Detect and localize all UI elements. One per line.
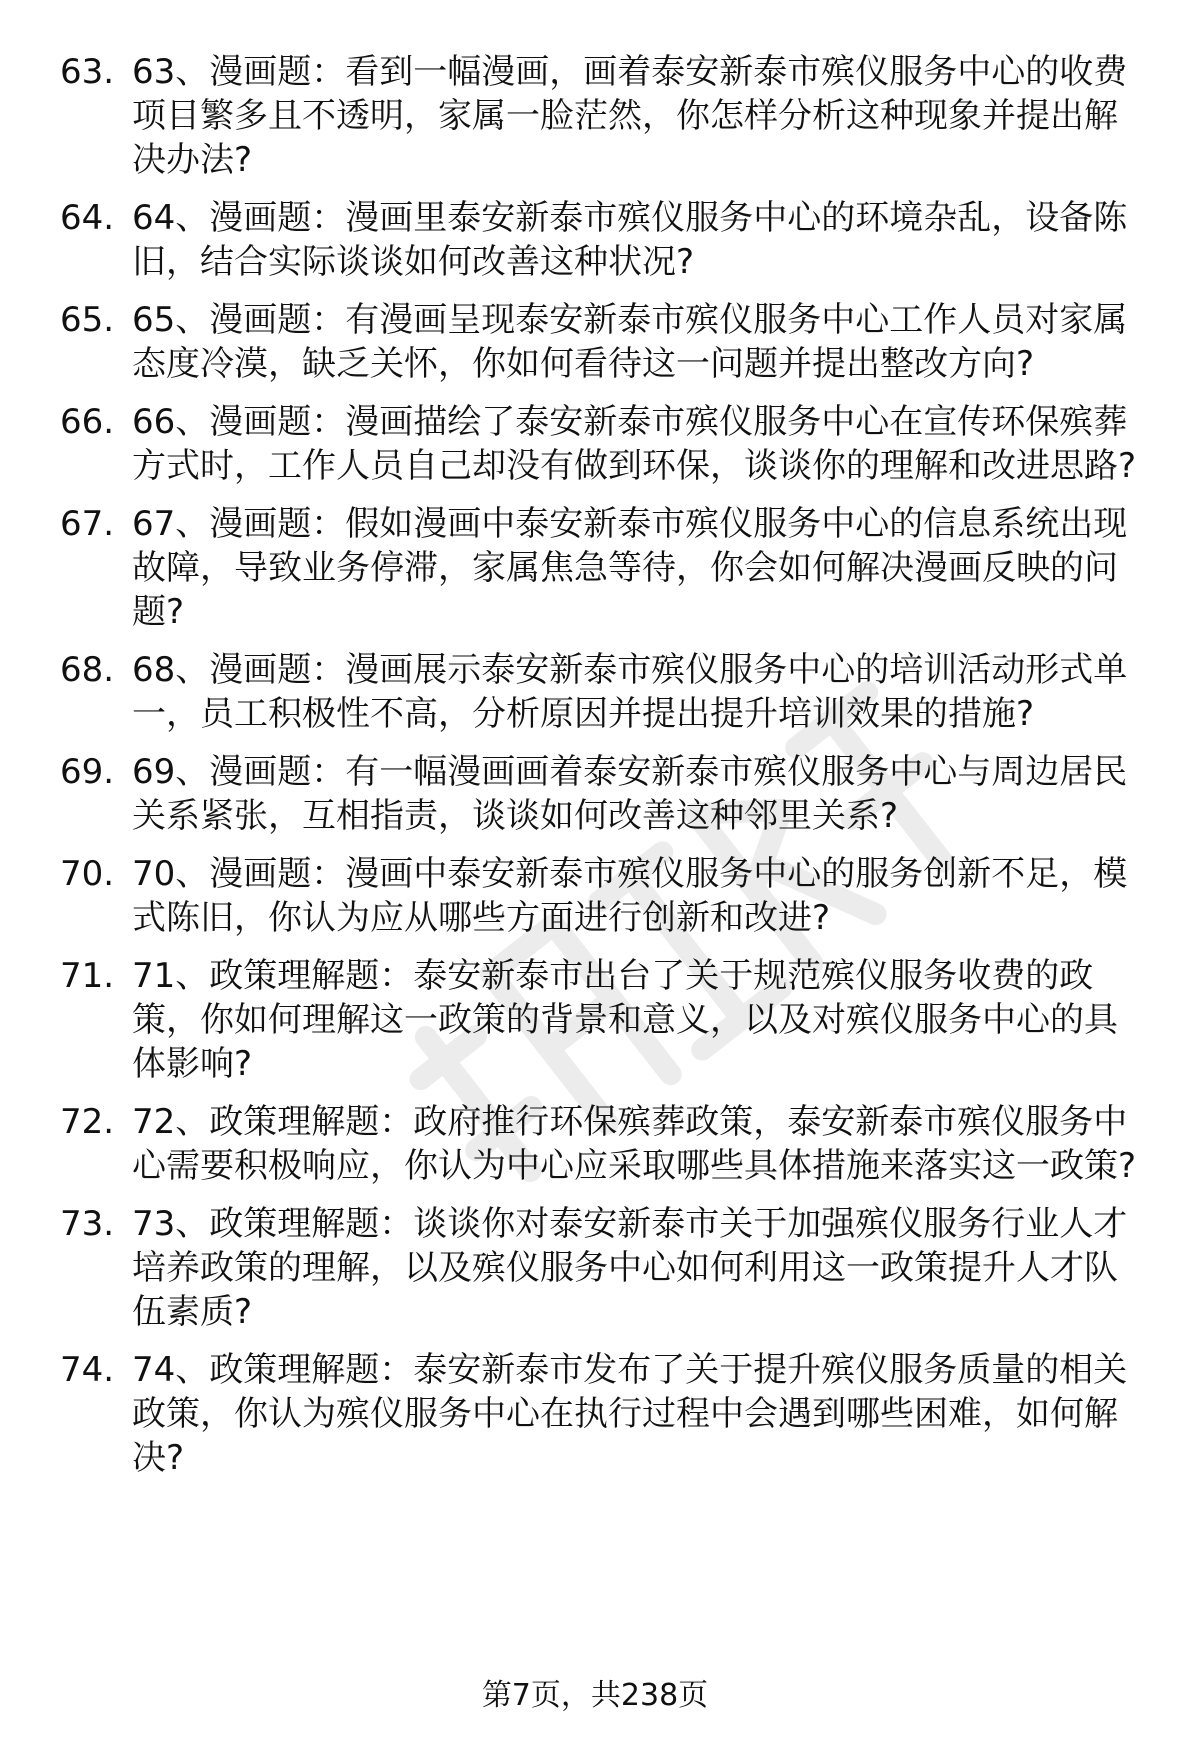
question-text: 66、漫画题：漫画描绘了泰安新泰市殡仪服务中心在宣传环保殡葬方式时，工作人员自己却没有做到环保，谈谈你的理解和改进思路? bbox=[132, 402, 1137, 486]
question-text: 65、漫画题：有漫画呈现泰安新泰市殡仪服务中心工作人员对家属态度冷漠，缺乏关怀，你如何看待这一问题并提出整改方向? bbox=[132, 300, 1128, 384]
question-item-64 bbox=[60, 196, 1150, 284]
question-text: 71、政策理解题：泰安新泰市出台了关于规范殡仪服务收费的政策，你如何理解这一政策的背景和意义，以及对殡仪服务中心的具体影响? bbox=[132, 956, 1118, 1084]
question-number: 67. bbox=[60, 504, 115, 544]
question-item-65 bbox=[60, 298, 1150, 386]
question-text: 72、政策理解题：政府推行环保殡葬政策，泰安新泰市殡仪服务中心需要积极响应，你认为中心应采取哪些具体措施来落实这一政策? bbox=[132, 1102, 1137, 1186]
question-number: 74. bbox=[60, 1350, 115, 1390]
question-number: 71. bbox=[60, 956, 115, 996]
question-item-71 bbox=[60, 954, 1150, 1086]
question-number: 69. bbox=[60, 752, 115, 792]
question-text: 64、漫画题：漫画里泰安新泰市殡仪服务中心的环境杂乱，设备陈旧，结合实际谈谈如何改善这种状况? bbox=[132, 198, 1128, 282]
question-text: 74、政策理解题：泰安新泰市发布了关于提升殡仪服务质量的相关政策，你认为殡仪服务中心在执行过程中会遇到哪些困难，如何解决? bbox=[132, 1350, 1128, 1478]
question-number: 65. bbox=[60, 300, 115, 340]
page-number-footer: 第7页，共238页 bbox=[481, 1678, 709, 1713]
question-number: 64. bbox=[60, 198, 115, 238]
question-item-74 bbox=[60, 1348, 1150, 1480]
question-item-69 bbox=[60, 750, 1150, 838]
question-text: 69、漫画题：有一幅漫画画着泰安新泰市殡仪服务中心与周边居民关系紧张，互相指责，谈谈如何改善这种邻里关系? bbox=[132, 752, 1128, 836]
question-number: 72. bbox=[60, 1102, 115, 1142]
question-number: 68. bbox=[60, 650, 115, 690]
question-number: 73. bbox=[60, 1204, 115, 1244]
question-item-73 bbox=[60, 1202, 1150, 1334]
question-text: 68、漫画题：漫画展示泰安新泰市殡仪服务中心的培训活动形式单一，员工积极性不高，分析原因并提出提升培训效果的措施? bbox=[132, 650, 1128, 734]
question-item-68 bbox=[60, 648, 1150, 736]
question-item-70 bbox=[60, 852, 1150, 940]
question-item-67 bbox=[60, 502, 1150, 634]
question-text: 73、政策理解题：谈谈你对泰安新泰市关于加强殡仪服务行业人才培养政策的理解，以及殡仪服务中心如何利用这一政策提升人才队伍素质? bbox=[132, 1204, 1128, 1332]
question-item-66 bbox=[60, 400, 1150, 488]
question-number: 63. bbox=[60, 52, 115, 92]
question-text: 67、漫画题：假如漫画中泰安新泰市殡仪服务中心的信息系统出现故障，导致业务停滞，家属焦急等待，你会如何解决漫画反映的问题? bbox=[132, 504, 1128, 632]
question-number: 66. bbox=[60, 402, 115, 442]
question-number: 70. bbox=[60, 854, 115, 894]
question-list bbox=[60, 50, 1150, 1494]
question-text: 70、漫画题：漫画中泰安新泰市殡仪服务中心的服务创新不足，模式陈旧，你认为应从哪些方面进行创新和改进? bbox=[132, 854, 1128, 938]
question-text: 63、漫画题：看到一幅漫画，画着泰安新泰市殡仪服务中心的收费项目繁多且不透明，家属一脸茫然，你怎样分析这种现象并提出解决办法? bbox=[132, 52, 1128, 180]
question-item-63 bbox=[60, 50, 1150, 182]
question-item-72 bbox=[60, 1100, 1150, 1188]
